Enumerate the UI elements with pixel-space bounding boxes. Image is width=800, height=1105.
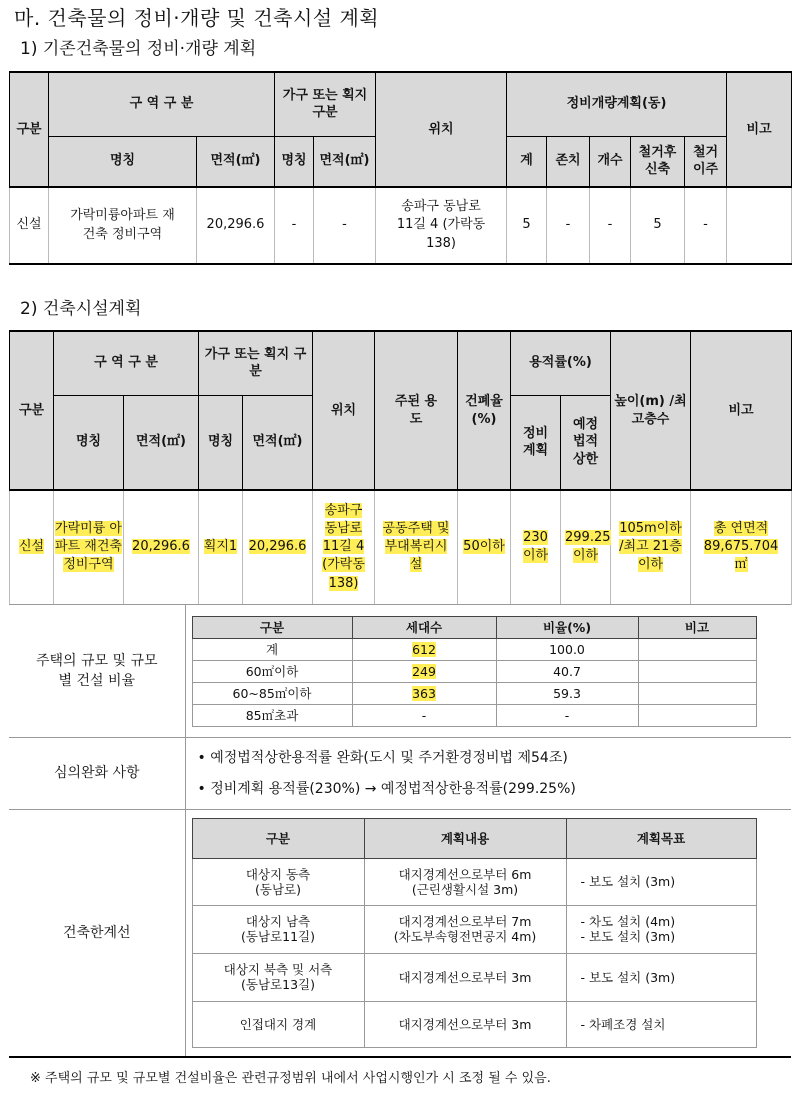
housing-units-text: 612: [412, 641, 436, 657]
cell-hh-name: [199, 490, 243, 604]
setback-cat: [192, 905, 364, 953]
housing-label: [9, 605, 185, 738]
page-title: 마. 건축물의 정비·개량 및 건축시설 계획: [14, 6, 380, 30]
cell-far-plan-text: 230 이하: [522, 530, 549, 564]
cell-gubun-text: 신설: [18, 539, 45, 555]
housing-units: -: [352, 704, 496, 726]
cell-height-text: 105m이하 /최고 21층이하: [619, 520, 682, 573]
setback-content: [364, 953, 566, 1001]
housing-units: [352, 638, 496, 660]
setback-goal: [566, 858, 756, 905]
setback-content: [364, 858, 566, 905]
col-location: 위치: [313, 331, 375, 490]
setback-row: [9, 810, 791, 1057]
col-repair: 개수: [590, 136, 631, 187]
col-hh-name: 명칭: [199, 395, 243, 490]
cell-hh-area-text: 20,296.6: [248, 539, 307, 555]
setback-content-line: 대지경계선으로부터 7m: [398, 914, 532, 930]
setback-cat-line: (동남로): [255, 881, 301, 897]
cell-gubun: 신설: [10, 187, 49, 264]
cell-height: [611, 490, 691, 604]
relief-items: [185, 738, 791, 810]
col-zone: 구 역 구 분: [54, 331, 199, 395]
cell-area: [124, 490, 199, 604]
cell-far-legal: [561, 490, 611, 604]
footnote: ※ 주택의 규모 및 규모별 건설비율은 관련규정범위 내에서 사업시행인가 시 조정 될 수 있음.: [30, 1071, 551, 1086]
housing-cat: 85㎡초과: [192, 704, 352, 726]
relief-label-text: 심의완화 사항: [53, 765, 140, 782]
housing-cell: [185, 605, 791, 738]
setback-goal-line: - 차폐조경 설치: [580, 1016, 666, 1032]
cell-remarks-text: 총 연면적 89,675.704 ㎡: [703, 520, 779, 573]
relief-item: • 예정법적상한용적률 완화(도시 및 주거환경정비법 제54조): [198, 743, 792, 774]
relief-label: [9, 738, 185, 810]
col-far: 용적률(%): [511, 331, 611, 395]
table-row: [192, 905, 756, 953]
housing-ratio: 40.7: [496, 660, 638, 682]
col-hh-area: 면적(㎡): [243, 395, 313, 490]
housing-col-units: 세대수: [352, 616, 496, 638]
housing-cat: 60~85㎡이하: [192, 682, 352, 704]
cell-far-legal-text: 299.25 이하: [565, 530, 611, 564]
housing-col-note: 비고: [638, 616, 756, 638]
cell-location: 송파구 동남로 11길 4 (가락동 138): [376, 187, 507, 264]
col-far-legal: 예정 법적 상한: [561, 395, 611, 490]
setback-goal: [566, 1001, 756, 1047]
col-name: 명칭: [54, 395, 124, 490]
housing-units: [352, 682, 496, 704]
cell-coverage-text: 50이하: [463, 539, 505, 555]
setback-goal-line: - 차도 설치 (4m): [580, 914, 676, 930]
col-total: 계: [507, 136, 547, 187]
cell-area: 20,296.6: [197, 187, 275, 264]
cell-name: 가락미륭아파트 재건축 정비구역: [49, 187, 197, 264]
cell-far-plan: [511, 490, 561, 604]
table-row: [192, 953, 756, 1001]
col-household: 가구 또는 획지 구분: [275, 72, 376, 136]
setback-content-line: 대지경계선으로부터 3m: [398, 1016, 532, 1032]
col-use: 주된 용도: [375, 331, 458, 490]
cell-area-text: 20,296.6: [132, 539, 190, 555]
housing-cat: 60㎡이하: [192, 660, 352, 682]
setback-goal: [566, 953, 756, 1001]
col-hh-area: 면적(㎡): [314, 136, 376, 187]
col-keep: 존치: [547, 136, 590, 187]
housing-col-ratio: 비율(%): [496, 616, 638, 638]
cell-keep: -: [547, 187, 590, 264]
housing-cat: 계: [192, 638, 352, 660]
setback-content: [364, 1001, 566, 1047]
setback-cat-line: (동남로11길): [241, 929, 315, 945]
cell-hh-name-text: 획지1: [203, 539, 238, 555]
cell-hh-area: [243, 490, 313, 604]
housing-ratio: -: [496, 704, 638, 726]
section2-heading: 2) 건축시설계획: [20, 299, 142, 319]
table-row: [192, 1001, 756, 1047]
col-relocate: 철거 이주: [685, 136, 727, 187]
setback-col-content: 계획내용: [364, 818, 566, 858]
col-rebuild: 철거후 신축: [631, 136, 685, 187]
table-row: [192, 638, 756, 660]
building-facility-table: [9, 330, 792, 605]
col-hh-name: 명칭: [275, 136, 314, 187]
cell-name: [54, 490, 124, 604]
col-area: 면적(㎡): [124, 395, 199, 490]
col-remarks: 비고: [691, 331, 792, 490]
housing-note: [638, 704, 756, 726]
setback-goal-line: - 보도 설치 (3m): [580, 969, 676, 985]
cell-hh-area: -: [314, 187, 376, 264]
setback-cat: [192, 953, 364, 1001]
table-row: [192, 660, 756, 682]
setback-cat-line: 인접대지 경계: [239, 1016, 317, 1032]
setback-cat-line: (동남로13길): [241, 977, 315, 993]
cell-gubun: [10, 490, 54, 604]
housing-units-text: 249: [412, 663, 436, 679]
cell-repair: -: [590, 187, 631, 264]
setback-table: [192, 818, 757, 1048]
setback-cat-line: 대상지 동측: [245, 866, 311, 882]
section1-heading: 1) 기존건축물의 정비·개량 계획: [20, 39, 257, 59]
table-row: [10, 187, 792, 264]
col-household: 가구 또는 획지 구분: [199, 331, 313, 395]
col-plan: 정비개량계획(동): [507, 72, 727, 136]
housing-units: [352, 660, 496, 682]
cell-location-text: 송파구 동남로 11길 4 (가락동 138): [322, 502, 365, 591]
cell-total: 5: [507, 187, 547, 264]
setback-label-text: 건축한계선: [62, 924, 131, 941]
setback-goal: [566, 905, 756, 953]
col-height: 높이(m) /최고층수: [611, 331, 691, 490]
col-far-plan: 정비 계획: [511, 395, 561, 490]
cell-name-text: 가락미륭 아파트 재건축 정비구역: [55, 520, 122, 573]
col-remarks: 비고: [727, 72, 792, 187]
table-row: [192, 704, 756, 726]
cell-coverage: [458, 490, 511, 604]
housing-ratio: 59.3: [496, 682, 638, 704]
housing-label-text: 주택의 규모 및 규모별 건설 비율: [35, 652, 158, 689]
col-coverage: 건폐율 (%): [458, 331, 511, 490]
relief-item: • 정비계획 용적률(230%) → 예정법적상한용적률(299.25%): [198, 774, 792, 805]
housing-units-text: 363: [412, 685, 436, 701]
setback-label: [9, 810, 185, 1057]
cell-use-text: 공동주택 및 부대복리시설: [382, 520, 450, 573]
details-table: [9, 604, 791, 1058]
cell-remarks: [727, 187, 792, 264]
col-gubun: 구분: [10, 72, 49, 187]
table-row: [192, 682, 756, 704]
col-area: 면적(㎡): [197, 136, 275, 187]
setback-goal-line: - 보도 설치 (3m): [580, 929, 676, 945]
setback-content-line: (근린생활시설 3m): [411, 881, 519, 897]
housing-note: [638, 638, 756, 660]
setback-col-cat: 구분: [192, 818, 364, 858]
setback-content: [364, 905, 566, 953]
setback-content-line: 대지경계선으로부터 6m: [398, 866, 532, 882]
housing-col-cat: 구분: [192, 616, 352, 638]
setback-goal-line: - 보도 설치 (3m): [580, 874, 676, 890]
cell-hh-name: -: [275, 187, 314, 264]
table-row: [10, 490, 792, 604]
setback-cat: [192, 858, 364, 905]
relief-row: [9, 738, 791, 810]
col-name: 명칭: [49, 136, 197, 187]
col-location: 위치: [376, 72, 507, 187]
table-row: [192, 858, 756, 905]
cell-location: [313, 490, 375, 604]
existing-building-table: [9, 71, 792, 265]
housing-note: [638, 660, 756, 682]
cell-relocate: -: [685, 187, 727, 264]
housing-table: [192, 616, 757, 727]
cell-remarks: [691, 490, 792, 604]
housing-ratio: 100.0: [496, 638, 638, 660]
setback-cat-line: 대상지 남측: [245, 914, 311, 930]
setback-content-line: (차도부속형전면공지 4m): [393, 929, 537, 945]
setback-cat-line: 대상지 북측 및 서측: [223, 962, 333, 978]
cell-use: [375, 490, 458, 604]
col-zone: 구 역 구 분: [49, 72, 275, 136]
setback-col-goal: 계획목표: [566, 818, 756, 858]
col-gubun: 구분: [10, 331, 54, 490]
housing-row: [9, 605, 791, 738]
housing-note: [638, 682, 756, 704]
setback-cat: [192, 1001, 364, 1047]
setback-cell: [185, 810, 791, 1057]
setback-content-line: 대지경계선으로부터 3m: [398, 969, 532, 985]
cell-rebuild: 5: [631, 187, 685, 264]
